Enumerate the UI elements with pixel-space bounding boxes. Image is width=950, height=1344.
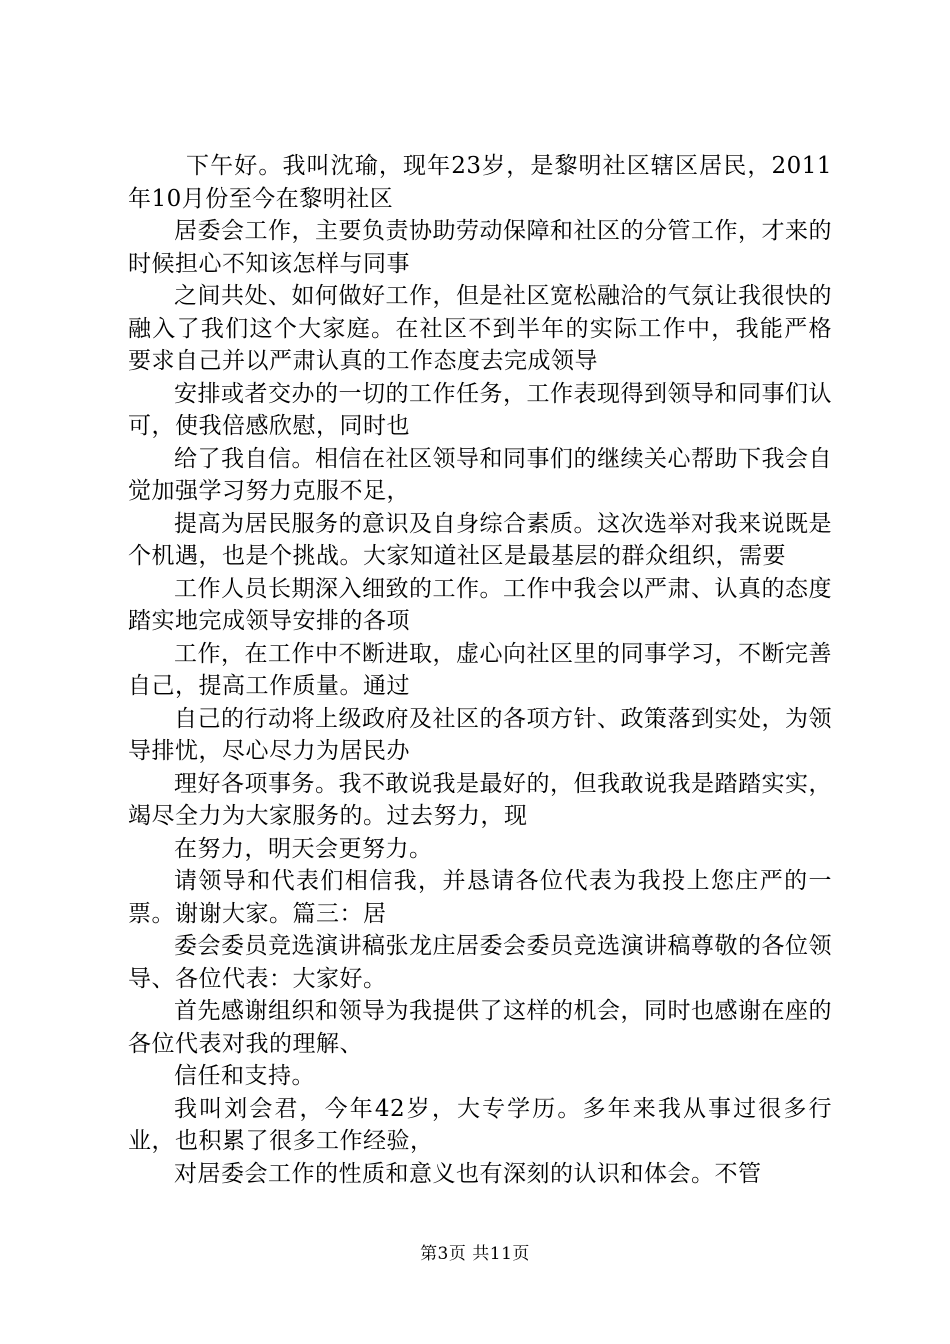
paragraph-9: 自己的行动将上级政府及社区的各项方针、政策落到实处，为领导排忧，尽心尽力为居民办: [128, 705, 832, 764]
paragraph-8: 工作，在工作中不断进取，虚心向社区里的同事学习，不断完善自己，提高工作质量。通过: [128, 640, 832, 699]
paragraph-16: 我叫刘会君，今年42岁，大专学历。多年来我从事过很多行业，也积累了很多工作经验，: [128, 1095, 832, 1154]
paragraph-5: 给了我自信。相信在社区领导和同事们的继续关心帮助下我会自觉加强学习努力克服不足，: [128, 445, 832, 504]
page-footer: 第3页 共11页: [420, 1244, 530, 1264]
paragraph-14: 首先感谢组织和领导为我提供了这样的机会，同时也感谢在座的各位代表对我的理解、: [128, 998, 832, 1057]
paragraph-6: 提高为居民服务的意识及自身综合素质。这次选举对我来说既是个机遇，也是个挑战。大家知道社区是最基层的群众组织，需要: [128, 510, 832, 569]
paragraph-10: 理好各项事务。我不敢说我是最好的，但我敢说我是踏踏实实，竭尽全力为大家服务的。过去努力，现: [128, 770, 832, 829]
paragraph-12: 请领导和代表们相信我，并恳请各位代表为我投上您庄严的一票。谢谢大家。篇三：居: [128, 868, 832, 927]
paragraph-17: 对居委会工作的性质和意义也有深刻的认识和体会。不管: [174, 1160, 762, 1187]
paragraph-13: 委会委员竞选演讲稿张龙庄居委会委员竞选演讲稿尊敬的各位领导、各位代表：大家好。: [128, 933, 832, 992]
document-body: [128, 150, 832, 1190]
paragraph-1: 下午好。我叫沈瑜，现年23岁，是黎明社区辖区居民，2011年10月份至今在黎明社区: [128, 153, 832, 212]
paragraph-2: 居委会工作，主要负责协助劳动保障和社区的分管工作，才来的时候担心不知该怎样与同事: [128, 218, 832, 277]
paragraph-15: 信任和支持。: [174, 1063, 315, 1089]
paragraph-4: 安排或者交办的一切的工作任务，工作表现得到领导和同事们认可，使我倍感欣慰，同时也: [128, 380, 832, 439]
paragraph-11: 在努力，明天会更努力。: [174, 835, 433, 862]
paragraph-3: 之间共处、如何做好工作，但是社区宽松融洽的气氛让我很快的融入了我们这个大家庭。在社区不到半年的实际工作中，我能严格要求自己并以严肃认真的工作态度去完成领导: [128, 283, 832, 374]
paragraph-7: 工作人员长期深入细致的工作。工作中我会以严肃、认真的态度踏实地完成领导安排的各项: [128, 575, 832, 634]
